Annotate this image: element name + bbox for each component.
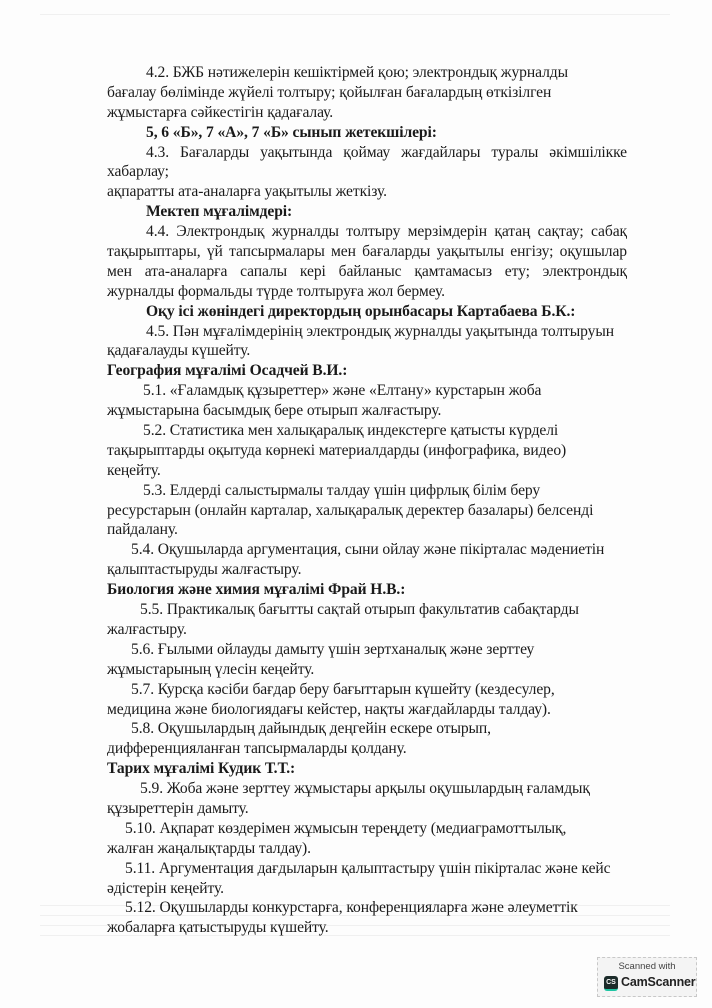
text-line: құзыреттерін дамыту. [107, 799, 249, 817]
text-line: мен ата-аналарға сапалы кері байланыс қамтамасыз ету; электрондық [107, 262, 627, 280]
document-body [107, 63, 627, 938]
text-line: 4.4. Электрондық журналды толтыру мерзімдерін қатаң сақтау; сабақ [146, 223, 627, 241]
text-line: 5.2. Статистика мен халықаралық индекстерге қатысты күрделі [143, 422, 559, 440]
text-line: жұмыстарға сәйкестігін қадағалау. [107, 103, 334, 121]
text-line: тақырыптары, үй тапсырмалары мен бағаларды уақытылы енгізу; оқушылар [107, 243, 627, 261]
text-line: 4.3. Бағаларды уақытында қоймау жағдайлары туралы әкімшілікке [146, 143, 627, 161]
text-line: 5.3. Елдерді салыстырмалы талдау үшін цифрлық білім беру [143, 481, 541, 499]
text-line: 5.9. Жоба және зерттеу жұмыстары арқылы оқушылардың ғаламдық [140, 780, 590, 798]
section-heading: 5, 6 «Б», 7 «А», 7 «Б» сынып жетекшілері: [146, 123, 437, 141]
camscanner-logo-icon: CS [604, 976, 618, 991]
text-line: 5.4. Оқушыларда аргументация, сыни ойлау және пікірталас мәдениетін [131, 541, 605, 559]
text-line: пайдалану. [107, 521, 178, 539]
text-line: дифференцияланған тапсырмаларды қолдану. [107, 740, 407, 758]
section-heading: Мектеп мұғалімдері: [146, 203, 293, 221]
text-line: 4.5. Пән мұғалімдерінің электрондық журналды уақытында толтыруын [146, 322, 614, 340]
text-line: тақырыптарды оқытуда көрнекі материалдарды (инфографика, видео) [107, 441, 567, 459]
text-line: 4.2. БЖБ нәтижелерін кешіктірмей қою; электрондық журналды [146, 64, 568, 81]
text-line: 5.1. «Ғаламдық құзыреттер» және «Елтану» курстарын жоба [143, 382, 542, 400]
text-line: журналды формальды түрде толтыруға жол бермеу. [107, 282, 445, 300]
text-line: қалыптастыруды жалғастыру. [107, 561, 302, 579]
text-line: хабарлау; [107, 163, 169, 181]
section-heading: География мұғалімі Осадчей В.И.: [107, 362, 348, 380]
watermark-brand: CamScanner [621, 975, 696, 989]
text-line: қадағалауды күшейту. [107, 342, 251, 360]
text-line: ресурстарын (онлайн карталар, халықаралық деректер базалары) белсенді [107, 501, 594, 519]
section-heading: Биология және химия мұғалімі Фрай Н.В.: [107, 581, 406, 599]
text-line: әдістерін кеңейту. [107, 879, 224, 897]
text-line: жобаларға қатыстыруды күшейту. [107, 919, 329, 937]
text-line: 5.12. Оқушыларды конкурстарға, конференцияларға және әлеуметтік [125, 899, 578, 917]
text-line: 5.10. Ақпарат көздерімен жұмысын тереңдету (медиаграмоттылық, [125, 819, 567, 837]
text-line: 5.6. Ғылыми ойлауды дамыту үшін зертханалық және зерттеу [131, 640, 535, 658]
text-line: жалған жаңалықтарды талдау). [107, 839, 311, 857]
text-line: ақпаратты ата-аналарға уақытылы жеткізу. [107, 183, 387, 201]
text-line: кеңейту. [107, 461, 161, 479]
section-heading: Тарих мұғалімі Кудик Т.Т.: [107, 760, 296, 778]
text-line: жұмыстарының үлесін кеңейту. [107, 660, 315, 678]
text-line: бағалау бөлімінде жүйелі толтыру; қойылған бағалардың өткізілген [107, 83, 552, 101]
text-line: 5.8. Оқушылардың дайындық деңгейін ескере отырып, [131, 720, 491, 738]
text-line: 5.7. Курсқа кәсіби бағдар беру бағыттарын күшейту (кездесулер, [131, 680, 555, 698]
text-line: медицина және биологиядағы кейстер, нақты жағдайларды талдау). [107, 700, 551, 718]
text-line: 5.11. Аргументация дағдыларын қалыптастыру үшін пікірталас және кейс [125, 859, 611, 877]
text-line: жұмыстарына басымдық бере отырып жалғастыру. [107, 402, 442, 420]
watermark-caption: Scanned with [618, 961, 676, 972]
section-heading: Оқу ісі жөніндегі директордың орынбасары Картабаева Б.К.: [146, 302, 576, 320]
bleed-through-line [40, 14, 670, 15]
text-line: 5.5. Практикалық бағытты сақтай отырып факультатив сабақтарды [140, 601, 579, 619]
camscanner-watermark [597, 957, 697, 997]
text-line: жалғастыру. [107, 620, 187, 638]
